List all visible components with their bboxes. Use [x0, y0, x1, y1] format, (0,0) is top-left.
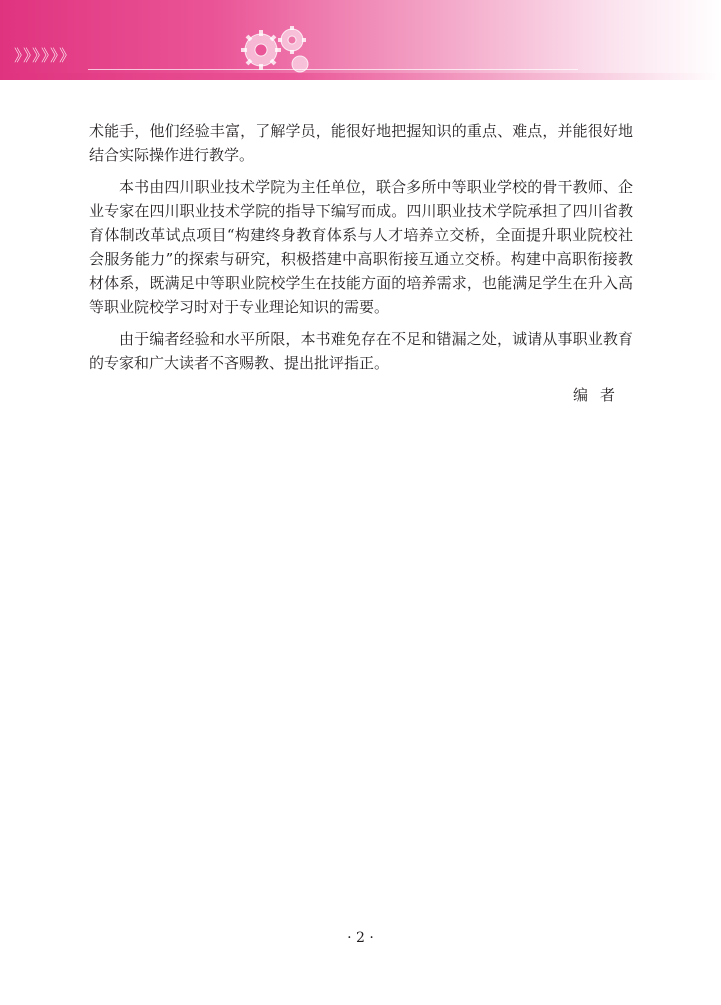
preface-text: [89, 119, 633, 383]
page-number: · 2 ·: [347, 930, 374, 946]
paragraph-feedback-request: 由于编者经验和水平所限，本书难免存在不足和错漏之处，诚请从事职业教育的专家和广大读者不吝赐教、提出批评指正。: [89, 330, 633, 372]
header-banner: [0, 0, 721, 80]
author-signature: 编者: [573, 386, 628, 404]
header-rule: [88, 69, 578, 70]
paragraph-editorial-team: 本书由四川职业技术学院为主任单位，联合多所中等职业学校的骨干教师、企业专家在四川职业技术学院的指导下编写而成。四川职业技术学院承担了四川省教育体制改革试点项目“构建终身教育体系与人才培养立交桥，全面提升职业院校社会服务能力”的探索与研究，积极搭建中高职衔接互通立交桥。构建中高职衔接教材体系，既满足中等职业院校学生在技能方面的培养需求，也能满足学生在升入高等职业院校学习时对于专业理论知识的需要。: [89, 178, 633, 316]
chevron-decoration: 》》》》》》: [14, 46, 77, 65]
paragraph-continued: 术能手，他们经验丰富，了解学员，能很好地把握知识的重点、难点，并能很好地结合实际操作进行教学。: [89, 122, 633, 164]
gears-icon: [226, 14, 326, 80]
header-band: [0, 73, 721, 80]
